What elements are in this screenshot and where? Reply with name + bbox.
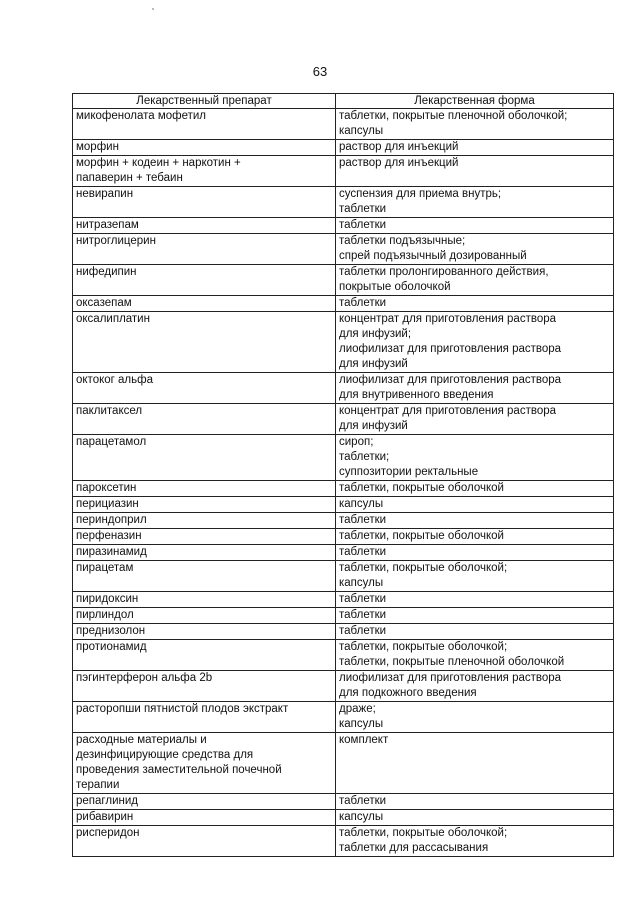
drug-cell	[73, 481, 336, 497]
form-cell	[336, 545, 614, 561]
table-header-row	[73, 94, 614, 109]
form-cell	[336, 312, 614, 373]
drug-cell	[73, 545, 336, 561]
dosage-form-line: таблетки, покрытые оболочкой;	[339, 562, 508, 574]
dosage-form-line: таблетки, покрытые оболочкой;	[339, 641, 508, 653]
table-row	[73, 156, 614, 187]
drug-cell	[73, 826, 336, 857]
form-cell	[336, 671, 614, 702]
drug-name-line: протионамид	[76, 641, 147, 653]
form-cell	[336, 218, 614, 234]
drug-cell	[73, 296, 336, 312]
table-row	[73, 296, 614, 312]
table-row	[73, 640, 614, 671]
drug-cell	[73, 624, 336, 640]
table-row	[73, 481, 614, 497]
form-cell	[336, 404, 614, 435]
drug-cell	[73, 640, 336, 671]
drug-name-line: нитразепам	[76, 219, 139, 231]
drug-name-line: рибавирин	[76, 811, 134, 823]
dosage-form-line: таблетки, покрытые пленочной оболочкой;	[339, 110, 568, 122]
drug-name-line: перфеназин	[76, 530, 142, 542]
table-row	[73, 373, 614, 404]
drug-name-line: нифедипин	[76, 266, 137, 278]
drug-name-line: пирлиндол	[76, 609, 134, 621]
dosage-form-line: для инфузий	[339, 358, 408, 370]
dosage-form-line: таблетки	[339, 219, 387, 231]
drug-cell	[73, 671, 336, 702]
form-cell	[336, 481, 614, 497]
dosage-form-line: таблетки	[339, 593, 387, 605]
page-number: 63	[312, 64, 328, 79]
drug-cell	[73, 265, 336, 296]
form-cell	[336, 373, 614, 404]
dosage-form-line: таблетки	[339, 297, 387, 309]
table-row	[73, 497, 614, 513]
dosage-form-line: капсулы	[339, 125, 384, 137]
drug-name-line: дезинфицирующие средства для	[76, 749, 254, 761]
dosage-form-line: таблетки	[339, 514, 387, 526]
dosage-form-line: для инфузий	[339, 420, 408, 432]
dosage-form-line: таблетки, покрытые оболочкой	[339, 530, 504, 542]
dosage-form-line: лиофилизат для приготовления раствора	[339, 672, 562, 684]
drug-table	[72, 93, 614, 857]
dosage-form-line: суппозитории ректальные	[339, 466, 479, 478]
drug-name-line: периндоприл	[76, 514, 147, 526]
dosage-form-line: капсулы	[339, 718, 384, 730]
drug-cell	[73, 234, 336, 265]
drug-cell	[73, 810, 336, 826]
dosage-form-line: таблетки	[339, 203, 387, 215]
dosage-form-line: суспензия для приема внутрь;	[339, 188, 502, 200]
drug-name-line: перициазин	[76, 498, 139, 510]
form-cell	[336, 624, 614, 640]
dosage-form-line: раствор для инъекций	[339, 157, 459, 169]
drug-name-line: расходные материалы и	[76, 734, 207, 746]
table-row	[73, 312, 614, 373]
table-row	[73, 624, 614, 640]
dosage-form-line: раствор для инъекций	[339, 141, 459, 153]
dosage-form-line: таблетки, покрытые пленочной оболочкой	[339, 656, 565, 668]
drug-name-line: парацетамол	[76, 436, 147, 448]
drug-name-line: оксазепам	[76, 297, 132, 309]
drug-name-line: пирацетам	[76, 562, 134, 574]
form-cell	[336, 234, 614, 265]
form-cell	[336, 265, 614, 296]
table-row	[73, 826, 614, 857]
table-row	[73, 140, 614, 156]
form-cell	[336, 592, 614, 608]
drug-cell	[73, 156, 336, 187]
dosage-form-line: сироп;	[339, 436, 374, 448]
dosage-form-line: для инфузий;	[339, 328, 412, 340]
drug-cell	[73, 404, 336, 435]
drug-name-line: оксалиплатин	[76, 313, 150, 325]
table-row	[73, 265, 614, 296]
table-row	[73, 608, 614, 624]
table-row	[73, 513, 614, 529]
drug-cell	[73, 140, 336, 156]
form-cell	[336, 608, 614, 624]
dosage-form-line: таблетки, покрытые оболочкой;	[339, 827, 508, 839]
table-row	[73, 109, 614, 140]
dosage-form-line: комплект	[339, 734, 389, 746]
header-drug: Лекарственный препарат	[73, 94, 336, 109]
form-cell	[336, 640, 614, 671]
drug-cell	[73, 513, 336, 529]
scan-dot	[152, 8, 154, 10]
table-row	[73, 234, 614, 265]
drug-cell	[73, 529, 336, 545]
dosage-form-line: таблетки подъязычные;	[339, 235, 466, 247]
table-row	[73, 592, 614, 608]
dosage-form-line: таблетки для рассасывания	[339, 842, 489, 854]
form-cell	[336, 156, 614, 187]
drug-cell	[73, 187, 336, 218]
drug-name-line: морфин	[76, 141, 119, 153]
table-row	[73, 810, 614, 826]
drug-cell	[73, 497, 336, 513]
dosage-form-line: таблетки	[339, 546, 387, 558]
drug-name-line: рисперидон	[76, 827, 140, 839]
drug-name-line: терапии	[76, 779, 120, 791]
drug-cell	[73, 608, 336, 624]
drug-cell	[73, 733, 336, 794]
drug-name-line: микофенолата мофетил	[76, 110, 206, 122]
table-row	[73, 702, 614, 733]
form-cell	[336, 513, 614, 529]
dosage-form-line: таблетки, покрытые оболочкой	[339, 482, 504, 494]
dosage-form-line: таблетки;	[339, 451, 390, 463]
drug-cell	[73, 373, 336, 404]
drug-name-line: паклитаксел	[76, 405, 143, 417]
drug-name-line: проведения заместительной почечной	[76, 764, 282, 776]
drug-cell	[73, 218, 336, 234]
dosage-form-line: лиофилизат для приготовления раствора	[339, 374, 562, 386]
form-cell	[336, 810, 614, 826]
form-cell	[336, 794, 614, 810]
drug-name-line: папаверин + тебаин	[76, 172, 183, 184]
drug-cell	[73, 561, 336, 592]
dosage-form-line: концентрат для приготовления раствора	[339, 313, 557, 325]
form-cell	[336, 435, 614, 481]
drug-cell	[73, 109, 336, 140]
table-row	[73, 404, 614, 435]
drug-name-line: октоког альфа	[76, 374, 153, 386]
form-cell	[336, 529, 614, 545]
form-cell	[336, 702, 614, 733]
form-cell	[336, 733, 614, 794]
drug-name-line: пиридоксин	[76, 593, 139, 605]
dosage-form-line: капсулы	[339, 498, 384, 510]
dosage-form-line: капсулы	[339, 577, 384, 589]
table-row	[73, 187, 614, 218]
form-cell	[336, 497, 614, 513]
drug-cell	[73, 592, 336, 608]
drug-name-line: пэгинтерферон альфа 2b	[76, 672, 213, 684]
drug-cell	[73, 312, 336, 373]
drug-name-line: пиразинамид	[76, 546, 147, 558]
table-row	[73, 435, 614, 481]
drug-name-line: расторопши пятнистой плодов экстракт	[76, 703, 289, 715]
drug-name-line: репаглинид	[76, 795, 138, 807]
dosage-form-line: таблетки	[339, 609, 387, 621]
table-row	[73, 218, 614, 234]
dosage-form-line: таблетки пролонгированного действия,	[339, 266, 549, 278]
dosage-form-line: покрытые оболочкой	[339, 281, 451, 293]
form-cell	[336, 140, 614, 156]
dosage-form-line: таблетки	[339, 625, 387, 637]
form-cell	[336, 561, 614, 592]
drug-name-line: морфин + кодеин + наркотин +	[76, 157, 241, 169]
drug-name-line: преднизолон	[76, 625, 146, 637]
drug-name-line: пароксетин	[76, 482, 137, 494]
drug-name-line: нитроглицерин	[76, 235, 156, 247]
drug-name-line: невирапин	[76, 188, 134, 200]
table-row	[73, 529, 614, 545]
dosage-form-line: капсулы	[339, 811, 384, 823]
dosage-form-line: для внутривенного введения	[339, 389, 494, 401]
table-row	[73, 733, 614, 794]
table-row	[73, 545, 614, 561]
dosage-form-line: таблетки	[339, 795, 387, 807]
drug-cell	[73, 435, 336, 481]
table-row	[73, 794, 614, 810]
drug-cell	[73, 794, 336, 810]
table-row	[73, 671, 614, 702]
form-cell	[336, 826, 614, 857]
table-body	[73, 109, 614, 857]
dosage-form-line: лиофилизат для приготовления раствора	[339, 343, 562, 355]
table-row	[73, 561, 614, 592]
form-cell	[336, 296, 614, 312]
dosage-form-line: концентрат для приготовления раствора	[339, 405, 557, 417]
dosage-form-line: драже;	[339, 703, 376, 715]
header-form: Лекарственная форма	[336, 94, 614, 109]
form-cell	[336, 187, 614, 218]
form-cell	[336, 109, 614, 140]
dosage-form-line: спрей подъязычный дозированный	[339, 250, 527, 262]
drug-cell	[73, 702, 336, 733]
dosage-form-line: для подкожного введения	[339, 687, 477, 699]
